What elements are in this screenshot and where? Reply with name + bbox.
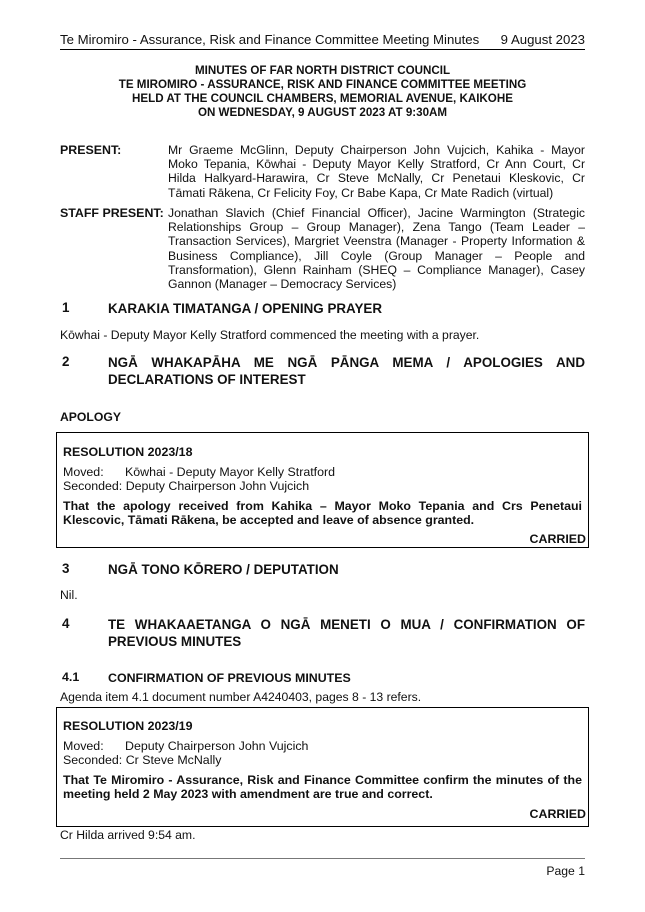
- moved-label: Moved:: [63, 739, 104, 753]
- header-date: 9 August 2023: [500, 32, 585, 47]
- header-divider: [60, 49, 585, 50]
- title-line: TE MIROMIRO - ASSURANCE, RISK AND FINANCE COMMITTEE MEETING: [118, 78, 527, 91]
- section-3-body: Nil.: [60, 588, 78, 602]
- section-1-title: KARAKIA TIMATANGA / OPENING PRAYER: [108, 301, 383, 316]
- moved-row: [63, 739, 582, 753]
- carried-label: CARRIED: [529, 807, 586, 821]
- section-1-body: Kōwhai - Deputy Mayor Kelly Stratford commenced the meeting with a prayer.: [60, 328, 480, 342]
- title-line: ON WEDNESDAY, 9 AUGUST 2023 AT 9:30AM: [197, 106, 448, 119]
- section-4-title: TE WHAKAAETANGA O NGĀ MENETI O MUA / CONFIRMATION OF PREVIOUS MINUTES: [108, 617, 585, 649]
- section-3-number: 3: [62, 561, 70, 576]
- seconded-row: [63, 753, 582, 767]
- section-3-title: NGĀ TONO KŌRERO / DEPUTATION: [108, 562, 339, 577]
- section-4-number: 4: [62, 616, 70, 631]
- footer-divider: [60, 858, 585, 859]
- seconded-by: Deputy Chairperson John Vujcich: [125, 479, 310, 493]
- arrival-note: Cr Hilda arrived 9:54 am.: [60, 828, 196, 842]
- page-number: Page 1: [546, 864, 585, 878]
- present-label: PRESENT:: [60, 143, 122, 157]
- header-doc-title: Te Miromiro - Assurance, Risk and Finance Committee Meeting Minutes: [60, 32, 480, 47]
- title-line: HELD AT THE COUNCIL CHAMBERS, MEMORIAL AVENUE, KAIKOHE: [132, 92, 513, 105]
- resolution-2023-19-title: RESOLUTION 2023/19: [63, 719, 193, 733]
- resolution-2023-18-box: [56, 432, 589, 548]
- moved-label: Moved:: [63, 465, 104, 479]
- section-4-1-number: 4.1: [62, 670, 80, 684]
- seconded-by: Cr Steve McNally: [125, 753, 222, 767]
- carried-label: CARRIED: [529, 532, 586, 546]
- resolution-2023-18-title: RESOLUTION 2023/18: [63, 445, 193, 459]
- moved-row: [63, 465, 582, 479]
- seconded-row: [63, 479, 582, 493]
- section-4-1-body: Agenda item 4.1 document number A4240403, pages 8 - 13 refers.: [60, 690, 422, 704]
- staff-present-list: Jonathan Slavich (Chief Financial Officer), Jacine Warmington (Strategic Relationships Group – Group Manager), Zena Tango (Team Leader – Transaction Services), Margriet Veenstra (Manager - Property Information & Business Compliance), Jill Coyle (Group Manager – People and Transformation), Glenn Rainham (SHEQ – Compliance Manager), Casey Gannon (Manager – Democracy Services): [168, 206, 585, 292]
- staff-present-label: STAFF PRESENT:: [60, 206, 164, 220]
- seconded-label: Seconded:: [63, 479, 123, 493]
- resolution-2023-18-text: That the apology received from Kahika – Mayor Moko Tepania and Crs Penetaui Klescovic, Tāmati Rākena, be accepted and leave of absence granted.: [63, 499, 582, 527]
- moved-by: Kōwhai - Deputy Mayor Kelly Stratford: [125, 465, 336, 479]
- section-2-number: 2: [62, 354, 70, 369]
- seconded-label: Seconded:: [63, 753, 123, 767]
- apology-heading: APOLOGY: [60, 410, 121, 424]
- moved-by: Deputy Chairperson John Vujcich: [125, 739, 309, 753]
- minutes-title: [60, 64, 585, 120]
- section-1-number: 1: [62, 300, 70, 315]
- title-line: MINUTES OF FAR NORTH DISTRICT COUNCIL: [194, 64, 451, 77]
- present-list: Mr Graeme McGlinn, Deputy Chairperson John Vujcich, Kahika - Mayor Moko Tepania, Kōwhai - Deputy Mayor Kelly Stratford, Cr Ann Court, Cr Hilda Halkyard-Harawira, Cr Steve McNally, Cr Penetaui Kleskovic, Cr Tāmati Rākena, Cr Felicity Foy, Cr Babe Kapa, Cr Mate Radich (virtual): [168, 143, 585, 200]
- section-2-title: NGĀ WHAKAPĀHA ME NGĀ PĀNGA MEMA / APOLOGIES AND DECLARATIONS OF INTEREST: [108, 355, 585, 387]
- resolution-2023-19-box: [56, 707, 589, 827]
- section-4-1-title: CONFIRMATION OF PREVIOUS MINUTES: [108, 671, 351, 685]
- resolution-2023-19-text: That Te Miromiro - Assurance, Risk and Finance Committee confirm the minutes of the meeting held 2 May 2023 with amendment are true and correct.: [63, 773, 582, 801]
